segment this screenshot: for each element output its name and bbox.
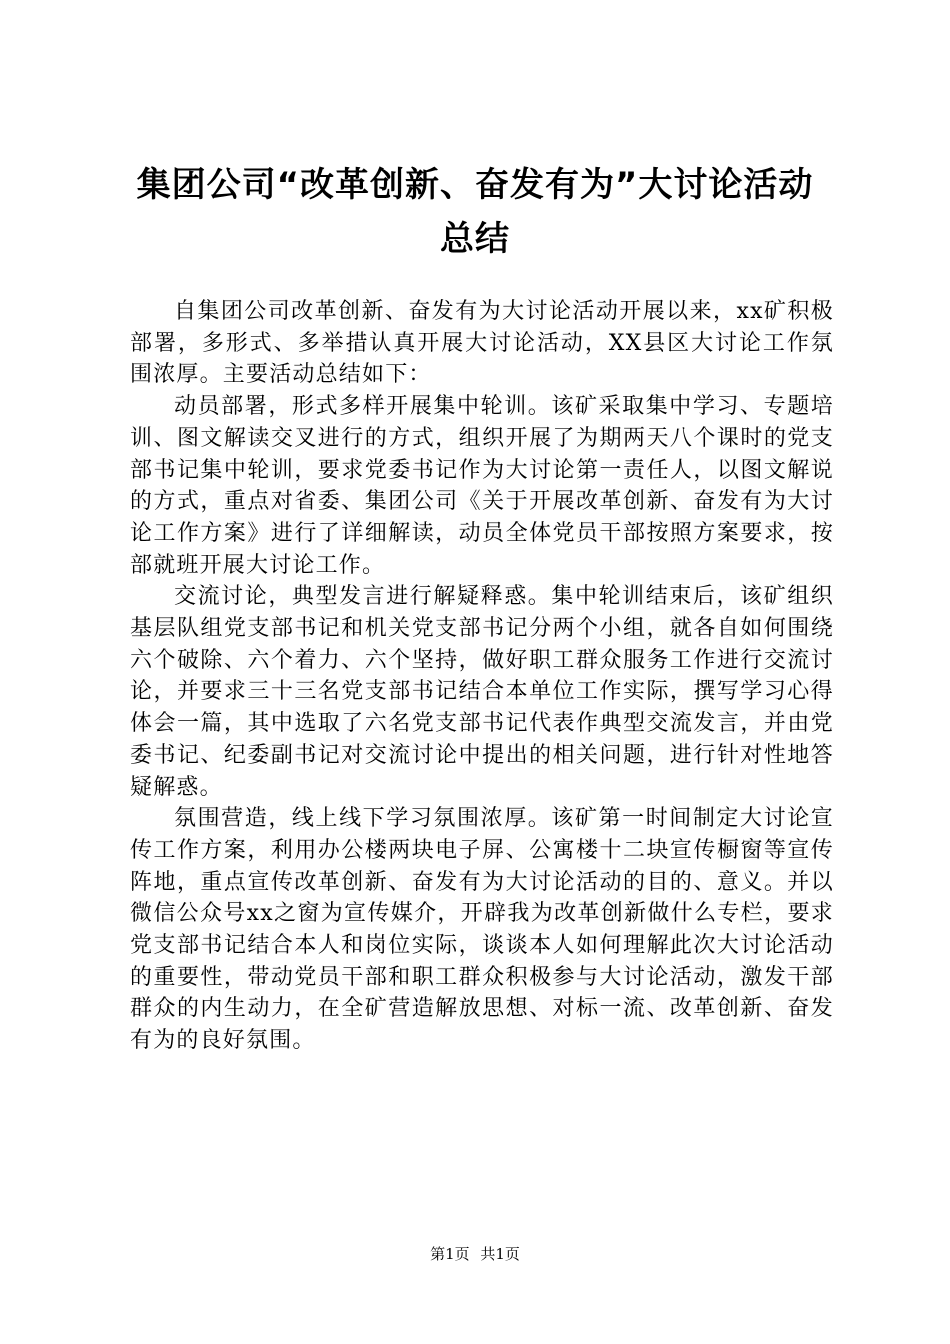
title-line-2: 总结: [440, 219, 510, 259]
document-body: [130, 296, 834, 1057]
page-footer: [0, 1244, 950, 1264]
paragraph-intro: 自集团公司改革创新、奋发有为大讨论活动开展以来，xx矿积极部署，多形式、多举措认真开展大讨论活动，XX县区大讨论工作氛围浓厚。主要活动总结如下：: [130, 299, 834, 388]
page-number: 第1页: [430, 1245, 470, 1263]
document-title: [100, 158, 850, 266]
paragraph-discussion: 交流讨论，典型发言进行解疑释惑。集中轮训结束后，该矿组织基层队组党支部书记和机关党支部书记分两个小组，就各自如何围绕六个破除、六个着力、六个坚持，做好职工群众服务工作进行交流讨论，并要求三十三名党支部书记结合本单位工作实际，撰写学习心得体会一篇，其中选取了六名党支部书记代表作典型交流发言，并由党委书记、纪委副书记对交流讨论中提出的相关问题，进行针对性地答疑解惑。: [130, 584, 834, 800]
paragraph-atmosphere: 氛围营造，线上线下学习氛围浓厚。该矿第一时间制定大讨论宣传工作方案，利用办公楼两块电子屏、公寓楼十二块宣传橱窗等宣传阵地，重点宣传改革创新、奋发有为大讨论活动的目的、意义。并以微信公众号xx之窗为宣传媒介，开辟我为改革创新做什么专栏，要求党支部书记结合本人和岗位实际，谈谈本人如何理解此次大讨论活动的重要性，带动党员干部和职工群众积极参与大讨论活动，激发干部群众的内生动力，在全矿营造解放思想、对标一流、改革创新、奋发有为的良好氛围。: [130, 806, 834, 1054]
paragraph-mobilization: 动员部署，形式多样开展集中轮训。该矿采取集中学习、专题培训、图文解读交叉进行的方式，组织开展了为期两天八个课时的党支部书记集中轮训，要求党委书记作为大讨论第一责任人，以图文解说的方式，重点对省委、集团公司《关于开展改革创新、奋发有为大讨论工作方案》进行了详细解读，动员全体党员干部按照方案要求，按部就班开展大讨论工作。: [130, 394, 834, 578]
page-total: 共1页: [480, 1245, 520, 1263]
title-line-1: 集团公司“改革创新、奋发有为”大讨论活动: [136, 165, 814, 205]
